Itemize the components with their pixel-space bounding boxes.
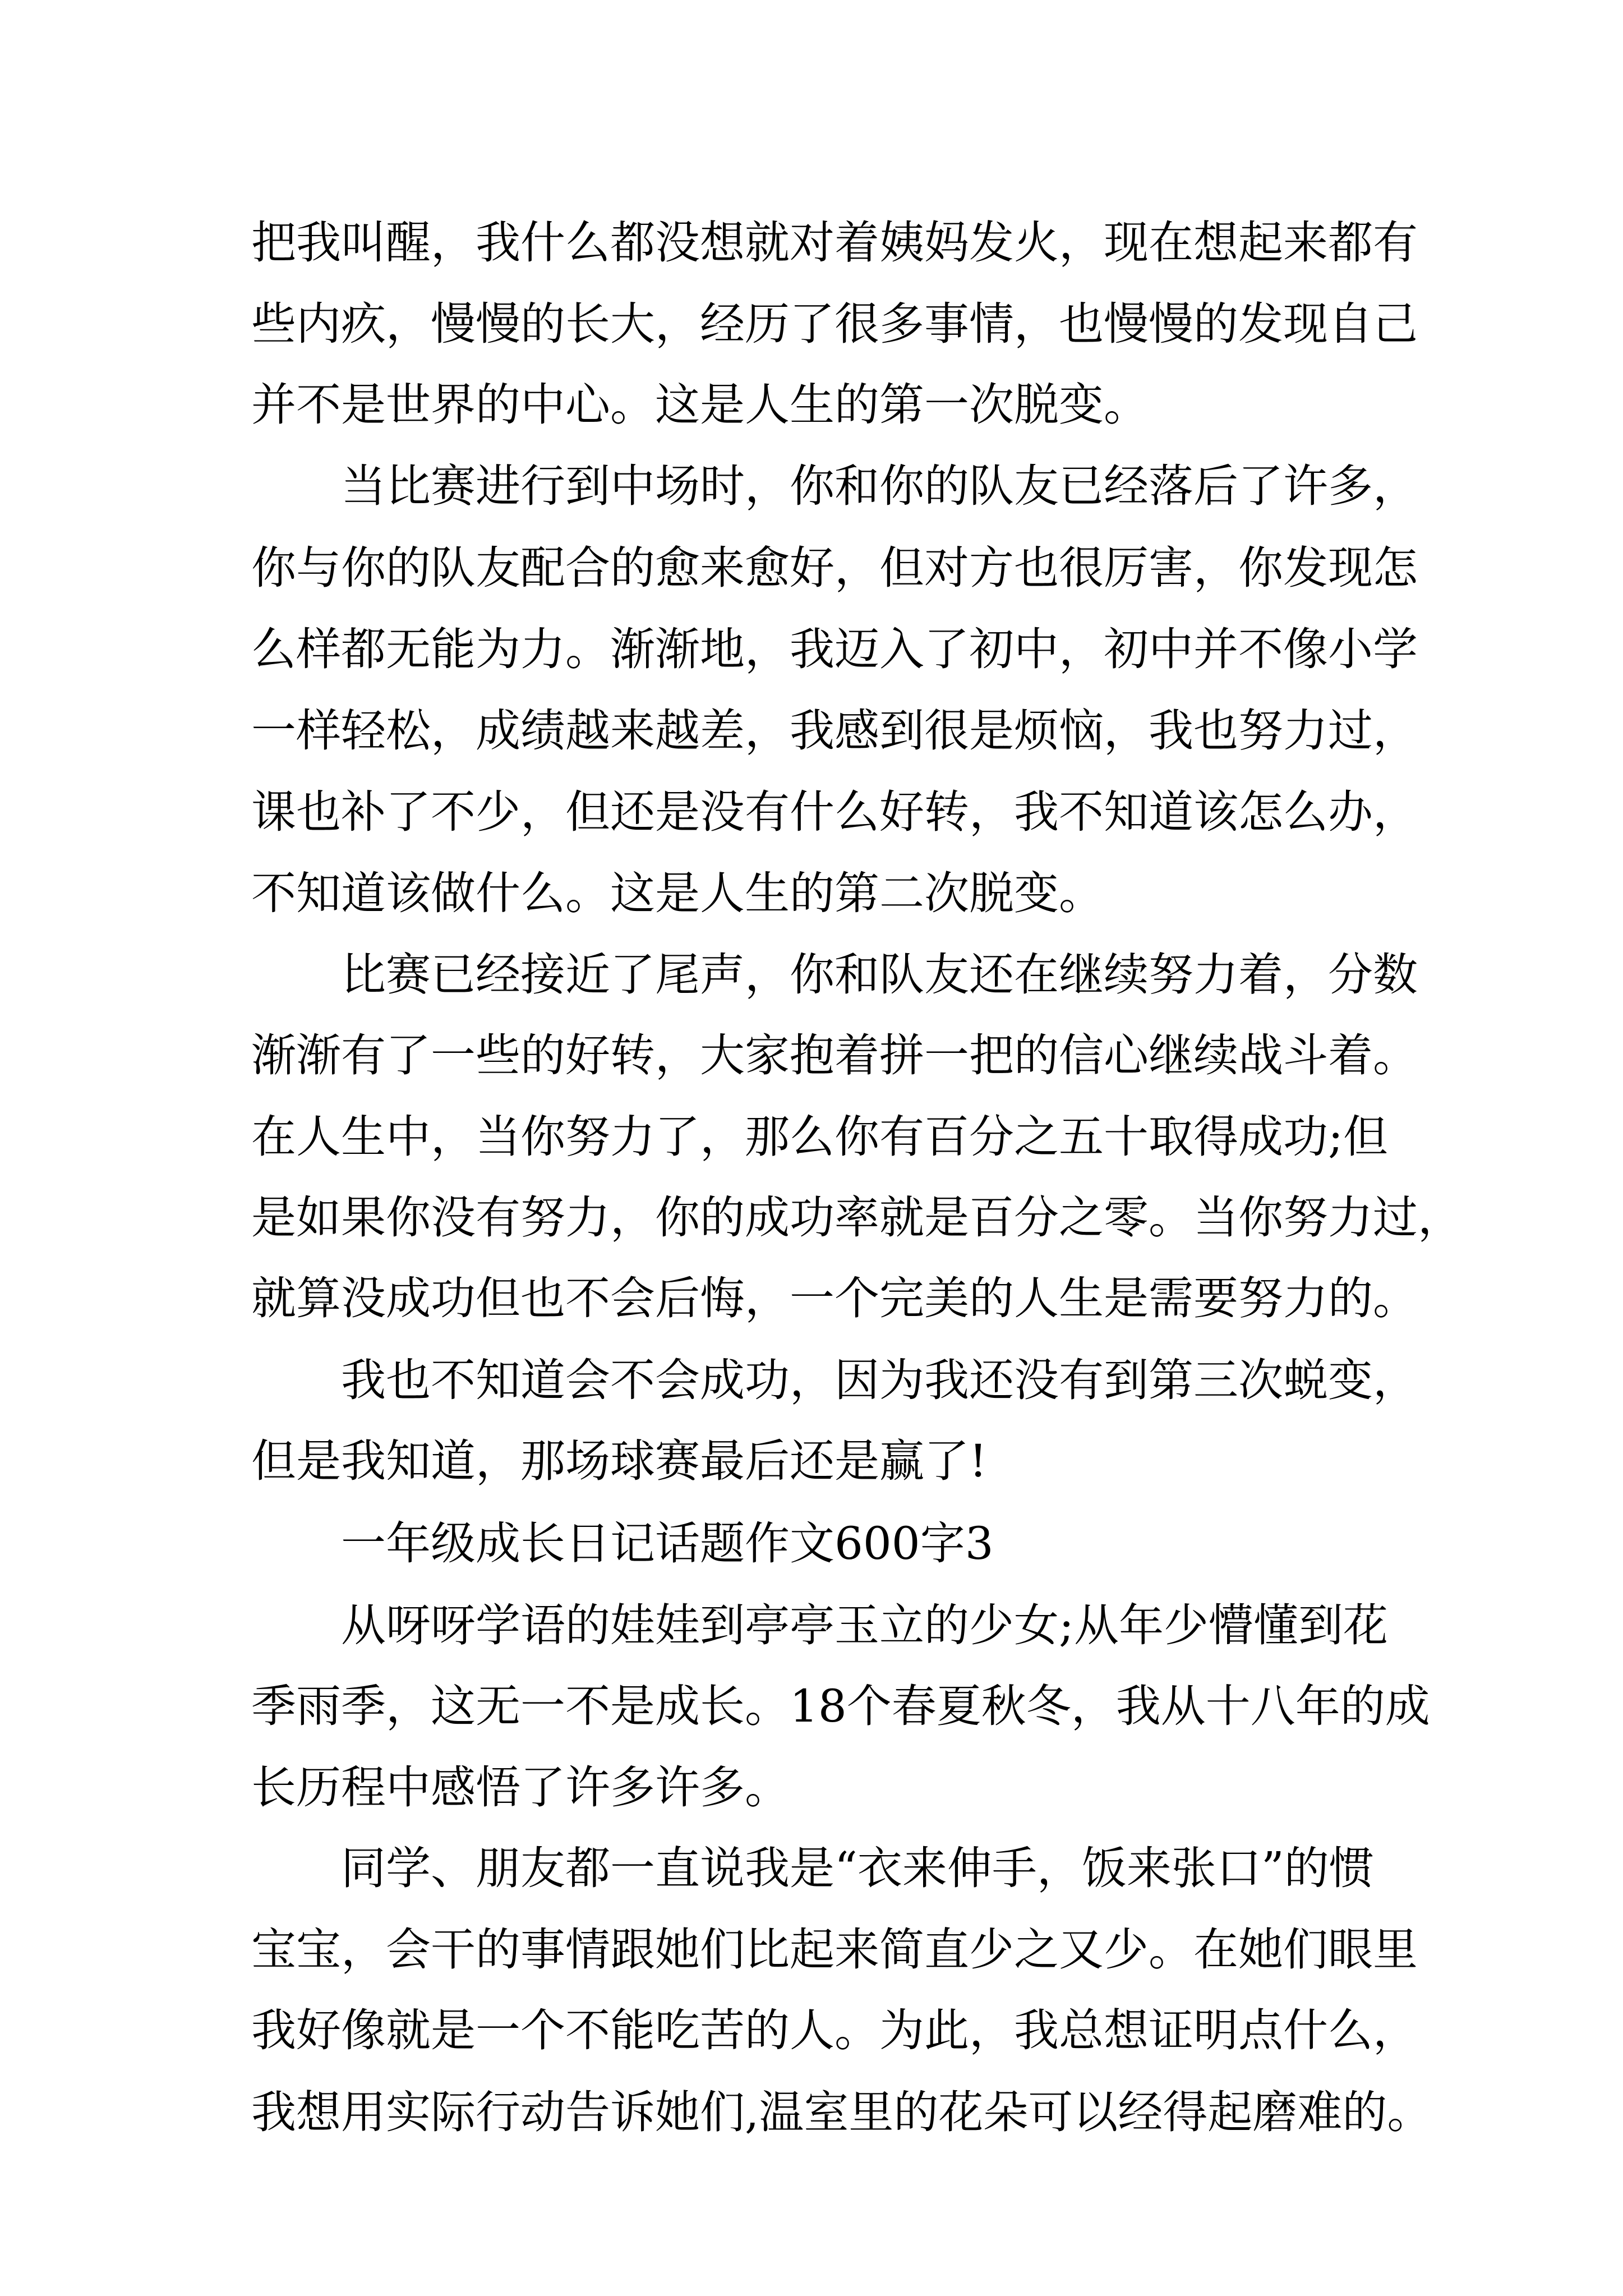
text-line: 渐渐有了一些的好转，大家抱着拼一把的信心继续战斗着。 — [251, 1029, 1418, 1082]
text-line: 些内疚，慢慢的长大，经历了很多事情，也慢慢的发现自己 — [251, 298, 1418, 350]
text-line: 从呀呀学语的娃娃到亭亭玉立的少女;从年少懵懂到花 — [341, 1599, 1388, 1651]
text-line: 不知道该做什么。这是人生的第二次脱变。 — [251, 867, 1104, 919]
text-line: 宝宝，会干的事情跟她们比起来简直少之又少。在她们眼里 — [251, 1924, 1418, 1976]
text-line: 我想用实际行动告诉她们,温室里的花朵可以经得起磨难的。 — [251, 2086, 1432, 2138]
text-line: 季雨季，这无一不是成长。18个春夏秋冬，我从十八年的成 — [251, 1680, 1430, 1732]
text-line: 并不是世界的中心。这是人生的第一次脱变。 — [251, 379, 1149, 431]
text-line: 课也补了不少，但还是没有什么好转，我不知道该怎么办， — [251, 786, 1418, 838]
text-line: 同学、朋友都一直说我是“衣来伸手，饭来张口”的惯 — [341, 1842, 1374, 1894]
text-line: 长历程中感悟了许多许多。 — [251, 1761, 790, 1814]
section-heading: 一年级成长日记话题作文600字3 — [341, 1517, 994, 1570]
text-line: 比赛已经接近了尾声，你和队友还在继续努力着，分数 — [341, 949, 1418, 1001]
text-line: 在人生中，当你努力了，那么你有百分之五十取得成功;但 — [251, 1111, 1388, 1163]
text-line: 你与你的队友配合的愈来愈好，但对方也很厉害，你发现怎 — [251, 542, 1418, 594]
text-line: 是如果你没有努力，你的成功率就是百分之零。当你努力过， — [251, 1191, 1463, 1244]
text-line: 一样轻松，成绩越来越差，我感到很是烦恼，我也努力过， — [251, 705, 1418, 757]
text-line: 就算没成功但也不会后悔，一个完美的人生是需要努力的。 — [251, 1272, 1418, 1324]
text-line: 但是我知道，那场球赛最后还是赢了! — [251, 1435, 988, 1487]
text-line: 当比赛进行到中场时，你和你的队友已经落后了许多， — [341, 460, 1418, 512]
text-line: 把我叫醒，我什么都没想就对着姨妈发火，现在想起来都有 — [251, 217, 1418, 269]
text-line: 我也不知道会不会成功，因为我还没有到第三次蜕变， — [341, 1354, 1418, 1406]
text-line: 我好像就是一个不能吃苦的人。为此，我总想证明点什么， — [251, 2004, 1418, 2056]
text-line: 么样都无能为力。渐渐地，我迈入了初中，初中并不像小学 — [251, 623, 1418, 675]
